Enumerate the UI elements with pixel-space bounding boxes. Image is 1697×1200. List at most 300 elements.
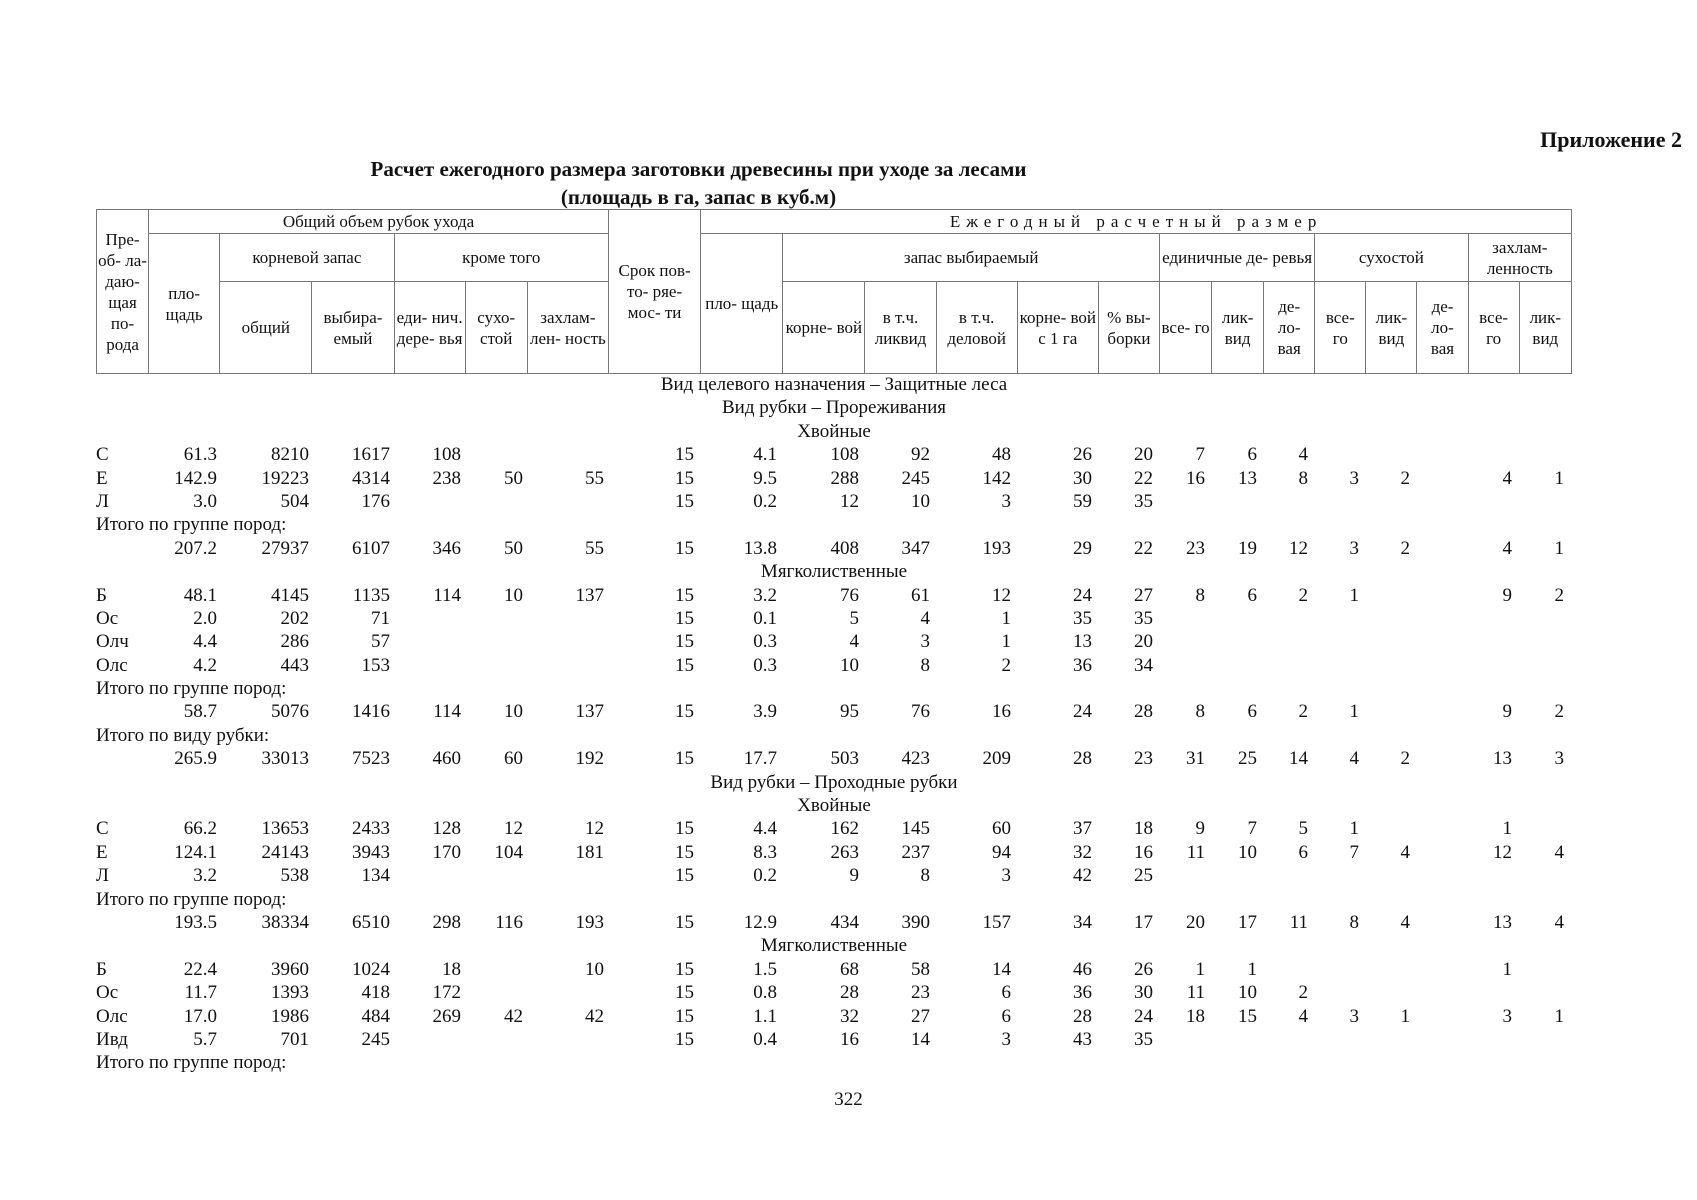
table-cell: 15 [675, 631, 694, 653]
breed-cell: С [96, 818, 109, 840]
section-heading-text: Вид рубки – Прореживания [721, 397, 946, 419]
table-cell: 7523 [352, 748, 390, 770]
group-label-text: Итого по виду рубки: [96, 724, 270, 746]
table-cell: 11.7 [184, 982, 217, 1004]
group-label-text: Итого по группе пород: [96, 1052, 287, 1074]
table-cell: 1 [1247, 958, 1257, 980]
table-cell: 30 [1073, 467, 1092, 489]
section-heading-text: Хвойные [797, 420, 871, 442]
table-cell: 9 [1195, 818, 1205, 840]
table-cell: 1024 [352, 958, 390, 980]
page-number: 322 [834, 1089, 863, 1110]
table-cell: 15 [675, 654, 694, 676]
breed-cell: Л [96, 865, 109, 887]
table-cell: 4.1 [753, 444, 777, 466]
table-cell: 0.8 [753, 982, 777, 1004]
breed-cell: Е [96, 467, 108, 489]
table-cell: 28 [1073, 1005, 1092, 1027]
table-cell: 142 [982, 467, 1011, 489]
table-cell: 265.9 [174, 748, 217, 770]
table-cell: 59 [1073, 490, 1092, 512]
table-cell: 1 [1554, 467, 1564, 489]
table-cell: 6 [1247, 701, 1257, 723]
table-cell: 8.3 [753, 841, 777, 863]
header-area: пло- щадь [149, 234, 220, 374]
table-cell: 2 [1400, 748, 1410, 770]
table-cell: 346 [432, 537, 461, 559]
table-cell: 15 [675, 818, 694, 840]
table-cell: 269 [432, 1005, 461, 1027]
breed-cell: Олс [96, 654, 128, 676]
table-row [96, 655, 1572, 678]
table-cell: 6 [1001, 982, 1011, 1004]
table-cell: 128 [432, 818, 461, 840]
table-cell: 176 [361, 490, 390, 512]
table-cell: 6 [1247, 444, 1257, 466]
table-cell: 15 [675, 490, 694, 512]
table-cell: 18 [1186, 1005, 1205, 1027]
table-cell: 5076 [271, 701, 309, 723]
table-cell: 237 [901, 841, 930, 863]
table-cell: 22.4 [183, 958, 217, 980]
table-cell: 58.7 [183, 701, 217, 723]
table-cell: 95 [840, 701, 859, 723]
table-cell: 238 [432, 467, 461, 489]
table-cell: 8 [920, 654, 930, 676]
group-label-text: Итого по группе пород: [96, 514, 287, 536]
table-cell: 114 [433, 701, 461, 723]
table-cell: 10 [1238, 841, 1257, 863]
table-cell: 162 [830, 818, 859, 840]
table-cell: 423 [901, 748, 930, 770]
table-cell: 0.3 [753, 654, 777, 676]
table-cell: 193.5 [174, 911, 217, 933]
table-cell: 15 [675, 958, 694, 980]
section-heading [96, 374, 1572, 397]
table-cell: 76 [840, 584, 859, 606]
table-cell: 28 [1134, 701, 1153, 723]
breed-cell: Б [96, 958, 107, 980]
table-cell: 15 [675, 467, 694, 489]
header-annual: Ежегодный расчетный размер [701, 210, 1572, 234]
table-row [96, 748, 1572, 771]
table-cell: 209 [982, 748, 1011, 770]
table-cell: 27937 [261, 537, 309, 559]
table-cell: 5 [1298, 818, 1308, 840]
table-cell: 31 [1186, 748, 1205, 770]
group-label [96, 514, 1572, 537]
table-row [96, 468, 1572, 491]
table-cell: 28 [840, 982, 859, 1004]
table-cell: 1986 [271, 1005, 309, 1027]
table-cell: 0.2 [753, 865, 777, 887]
table-row [96, 491, 1572, 514]
table-row [96, 959, 1572, 982]
table-cell: 145 [901, 818, 930, 840]
table-cell: 24 [1134, 1005, 1153, 1027]
group-label [96, 678, 1572, 701]
breed-cell: Ос [96, 607, 119, 629]
header-all-3: все- го [1468, 282, 1519, 374]
table-cell: 24 [1073, 584, 1092, 606]
table-cell: 10 [504, 701, 523, 723]
table-cell: 11 [1289, 911, 1308, 933]
table-cell: 55 [585, 467, 604, 489]
table-cell: 1.5 [753, 958, 777, 980]
table-cell: 3960 [271, 958, 309, 980]
group-label [96, 889, 1572, 912]
table-cell: 8 [1195, 701, 1205, 723]
table-cell: 32 [840, 1005, 859, 1027]
section-heading [96, 772, 1572, 795]
header-incl-business: в т.ч. деловой [936, 282, 1017, 374]
header-incl-liquid: в т.ч. ликвид [865, 282, 936, 374]
table-cell: 1393 [271, 982, 309, 1004]
table-cell: 34 [1134, 654, 1153, 676]
table-cell: 8 [1195, 584, 1205, 606]
table-cell: 1.1 [753, 1005, 777, 1027]
table-cell: 347 [901, 537, 930, 559]
table-cell: 27 [1134, 584, 1153, 606]
header-liquid-3: лик- вид [1519, 282, 1571, 374]
table-cell: 60 [992, 818, 1011, 840]
table-cell: 108 [432, 444, 461, 466]
section-heading [96, 397, 1572, 420]
table-cell: 22 [1134, 467, 1153, 489]
table-cell: 37 [1073, 818, 1092, 840]
table-cell: 3 [1349, 467, 1359, 489]
table-cell: 17.0 [183, 1005, 217, 1027]
table-cell: 504 [280, 490, 309, 512]
group-label [96, 1052, 1572, 1075]
table-cell: 2 [1400, 467, 1410, 489]
table-cell: 32 [1073, 841, 1092, 863]
table-row [96, 818, 1572, 841]
table-cell: 48 [992, 444, 1011, 466]
table-cell: 34 [1073, 911, 1092, 933]
table-cell: 1 [1349, 584, 1359, 606]
breed-cell: С [96, 444, 109, 466]
table-body [96, 374, 1572, 1076]
table-cell: 3 [1349, 537, 1359, 559]
table-cell: 66.2 [183, 818, 217, 840]
table-cell: 193 [982, 537, 1011, 559]
table-cell: 104 [494, 841, 523, 863]
table-cell: 3 [1001, 865, 1011, 887]
table-row [96, 701, 1572, 724]
table-row [96, 1029, 1572, 1052]
table-cell: 9 [1502, 584, 1512, 606]
header-deadwood: сухо- стой [465, 282, 527, 374]
table-cell: 701 [280, 1028, 309, 1050]
table-row [96, 608, 1572, 631]
table-cell: 4 [1554, 911, 1564, 933]
section-heading-text: Вид рубки – Проходные рубки [710, 771, 958, 793]
table-cell: 116 [495, 911, 523, 933]
header-single-trees2: единичные де- ревья [1159, 234, 1314, 282]
table-cell: 390 [901, 911, 930, 933]
header-business-2: де- ло- вая [1417, 282, 1468, 374]
table-cell: 14 [911, 1028, 930, 1050]
table-cell: 1 [1349, 818, 1359, 840]
table-cell: 92 [911, 444, 930, 466]
table-row [96, 585, 1572, 608]
table-cell: 2433 [352, 818, 390, 840]
table-cell: 15 [675, 701, 694, 723]
group-label-text: Итого по группе пород: [96, 678, 287, 700]
breed-cell: Б [96, 584, 107, 606]
table-cell: 9 [849, 865, 859, 887]
table-cell: 46 [1073, 958, 1092, 980]
header-total-volume: Общий объем рубок ухода [149, 210, 609, 234]
table-cell: 12.9 [743, 911, 777, 933]
table-cell: 15 [1238, 1005, 1257, 1027]
table-cell: 35 [1134, 490, 1153, 512]
table-cell: 134 [361, 865, 390, 887]
table-cell: 108 [830, 444, 859, 466]
table-cell: 1 [1400, 1005, 1410, 1027]
table-cell: 157 [982, 911, 1011, 933]
table-cell: 1416 [352, 701, 390, 723]
table-cell: 4 [920, 607, 930, 629]
table-cell: 5 [849, 607, 859, 629]
breed-cell: Олч [96, 631, 129, 653]
table-cell: 36 [1073, 982, 1092, 1004]
table-row [96, 1006, 1572, 1029]
table-cell: 25 [1238, 748, 1257, 770]
table-cell: 1 [1349, 701, 1359, 723]
table-cell: 23 [1186, 537, 1205, 559]
table-cell: 13 [1073, 631, 1092, 653]
table-cell: 4 [1298, 1005, 1308, 1027]
table-cell: 50 [504, 537, 523, 559]
table-cell: 4 [1400, 911, 1410, 933]
table-cell: 3 [1001, 490, 1011, 512]
table-cell: 35 [1073, 607, 1092, 629]
table-cell: 4314 [352, 467, 390, 489]
table-cell: 2 [1554, 701, 1564, 723]
table-cell: 15 [675, 841, 694, 863]
table-cell: 8 [1298, 467, 1308, 489]
table-cell: 26 [1073, 444, 1092, 466]
section-heading [96, 795, 1572, 818]
table-cell: 3.2 [193, 865, 217, 887]
table-cell: 12 [992, 584, 1011, 606]
table-cell: 170 [432, 841, 461, 863]
table-cell: 1 [1554, 537, 1564, 559]
header-single-trees: еди- нич. дере- вья [394, 282, 465, 374]
table-cell: 418 [361, 982, 390, 1004]
table-cell: 22 [1134, 537, 1153, 559]
table-cell: 6 [1247, 584, 1257, 606]
table-cell: 0.1 [753, 607, 777, 629]
table-cell: 298 [432, 911, 461, 933]
table-cell: 13 [1238, 467, 1257, 489]
table-cell: 9 [1502, 701, 1512, 723]
table-cell: 1135 [352, 584, 390, 606]
table-cell: 24 [1073, 701, 1092, 723]
table-cell: 7 [1349, 841, 1359, 863]
header-litter: захлам- лен- ность [527, 282, 608, 374]
table-cell: 6107 [352, 537, 390, 559]
breed-cell: Е [96, 841, 108, 863]
section-heading [96, 935, 1572, 958]
table-cell: 55 [585, 537, 604, 559]
table-cell: 35 [1134, 1028, 1153, 1050]
table-cell: 193 [575, 911, 604, 933]
table-cell: 30 [1134, 982, 1153, 1004]
section-heading [96, 421, 1572, 444]
table-cell: 1 [1554, 1005, 1564, 1027]
table-cell: 24143 [261, 841, 309, 863]
table-cell: 10 [840, 654, 859, 676]
header-root-stock: корневой запас [220, 234, 394, 282]
table-cell: 10 [585, 958, 604, 980]
header-deadwood2: сухостой [1315, 234, 1468, 282]
table-cell: 4 [1502, 467, 1512, 489]
table-cell: 10 [1238, 982, 1257, 1004]
table-cell: 172 [432, 982, 461, 1004]
table-cell: 1 [1502, 818, 1512, 840]
table-row [96, 538, 1572, 561]
table-cell: 15 [675, 444, 694, 466]
table-cell: 27 [911, 1005, 930, 1027]
table-cell: 36 [1073, 654, 1092, 676]
header-selectable: выбира- емый [312, 282, 394, 374]
section-heading-text: Вид целевого назначения – Защитные леса [660, 374, 1008, 395]
section-heading-text: Хвойные [797, 795, 871, 817]
table-cell: 13653 [261, 818, 309, 840]
table-cell: 10 [504, 584, 523, 606]
table-cell: 6 [1001, 1005, 1011, 1027]
table-header [96, 209, 1572, 374]
table-cell: 15 [675, 865, 694, 887]
table-cell: 26 [1134, 958, 1153, 980]
table-cell: 13 [1493, 748, 1512, 770]
header-stock-sel: запас выбираемый [783, 234, 1160, 282]
table-cell: 4.4 [753, 818, 777, 840]
table-cell: 12 [840, 490, 859, 512]
table-cell: 42 [504, 1005, 523, 1027]
table-cell: 286 [280, 631, 309, 653]
table-cell: 58 [911, 958, 930, 980]
table-cell: 12 [1493, 841, 1512, 863]
table-cell: 0.3 [753, 631, 777, 653]
table-cell: 4.4 [193, 631, 217, 653]
header-liquid-2: лик- вид [1366, 282, 1417, 374]
table-cell: 29 [1073, 537, 1092, 559]
table-cell: 408 [830, 537, 859, 559]
table-cell: 71 [371, 607, 390, 629]
table-cell: 17 [1238, 911, 1257, 933]
table-cell: 503 [830, 748, 859, 770]
header-besides: кроме того [394, 234, 608, 282]
table-cell: 48.1 [183, 584, 217, 606]
table-cell: 19 [1238, 537, 1257, 559]
table-cell: 4 [1400, 841, 1410, 863]
table-cell: 17.7 [743, 748, 777, 770]
breed-cell: Олс [96, 1005, 128, 1027]
appendix-label: Приложение 2 [1540, 127, 1682, 152]
document-subtitle: (площадь в га, запас в куб.м) [560, 185, 837, 209]
table-cell: 14 [992, 958, 1011, 980]
table-cell: 12 [585, 818, 604, 840]
header-area2: пло- щадь [701, 234, 783, 374]
table-cell: 15 [675, 607, 694, 629]
breed-cell: Л [96, 490, 109, 512]
table-cell: 3 [1554, 748, 1564, 770]
table-cell: 2 [1298, 584, 1308, 606]
table-cell: 192 [575, 748, 604, 770]
header-pct: % вы- борки [1098, 282, 1159, 374]
table-cell: 8 [1349, 911, 1359, 933]
table-cell: 76 [911, 701, 930, 723]
table-cell: 7 [1195, 444, 1205, 466]
table-cell: 1 [1001, 607, 1011, 629]
section-heading-text: Мягколиственные [760, 561, 908, 583]
table-cell: 19223 [261, 467, 309, 489]
table-cell: 11 [1186, 982, 1205, 1004]
table-cell: 20 [1134, 444, 1153, 466]
table-cell: 5.7 [193, 1028, 217, 1050]
header-liquid-1: лик- вид [1212, 282, 1264, 374]
table-cell: 2 [1298, 701, 1308, 723]
table-cell: 202 [280, 607, 309, 629]
table-cell: 484 [361, 1005, 390, 1027]
table-cell: 33013 [261, 748, 309, 770]
breed-cell: Ос [96, 982, 119, 1004]
table-cell: 245 [901, 467, 930, 489]
table-cell: 57 [371, 631, 390, 653]
table-row [96, 842, 1572, 865]
breed-cell: Ивд [96, 1028, 128, 1050]
table-cell: 245 [361, 1028, 390, 1050]
table-cell: 43 [1073, 1028, 1092, 1050]
table-cell: 3.9 [753, 701, 777, 723]
header-litter2: захлам- ленность [1468, 234, 1571, 282]
table-cell: 38334 [261, 911, 309, 933]
table-cell: 3 [1001, 1028, 1011, 1050]
table-cell: 4 [849, 631, 859, 653]
table-cell: 12 [1289, 537, 1308, 559]
table-cell: 288 [830, 467, 859, 489]
table-cell: 263 [830, 841, 859, 863]
table-row [96, 865, 1572, 888]
table-cell: 15 [675, 911, 694, 933]
table-cell: 11 [1186, 841, 1205, 863]
table-cell: 8210 [271, 444, 309, 466]
table-cell: 20 [1134, 631, 1153, 653]
table-cell: 16 [1134, 841, 1153, 863]
table-cell: 15 [675, 584, 694, 606]
table-cell: 61.3 [183, 444, 217, 466]
table-cell: 137 [575, 584, 604, 606]
section-heading-text: Мягколиственные [760, 935, 908, 957]
table-cell: 538 [280, 865, 309, 887]
header-all-2: все- го [1315, 282, 1366, 374]
table-cell: 0.2 [753, 490, 777, 512]
table-cell: 2 [1001, 654, 1011, 676]
table-cell: 42 [585, 1005, 604, 1027]
table-cell: 4 [1349, 748, 1359, 770]
table-cell: 16 [840, 1028, 859, 1050]
table-cell: 0.4 [753, 1028, 777, 1050]
table-cell: 16 [992, 701, 1011, 723]
table-cell: 68 [840, 958, 859, 980]
table-row [96, 631, 1572, 654]
document-title: Расчет ежегодного размера заготовки древесины при уходе за лесами [370, 157, 1027, 181]
table-cell: 8 [920, 865, 930, 887]
